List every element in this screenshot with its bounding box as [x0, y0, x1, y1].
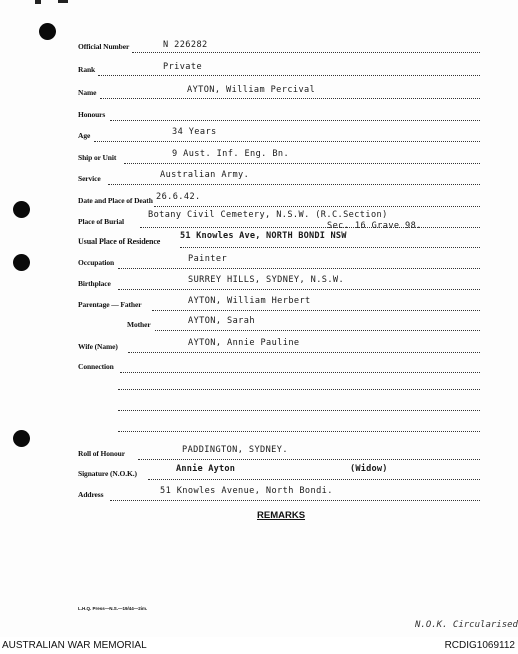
field-label-official-number: Official Number — [78, 42, 130, 51]
dotted-line — [118, 289, 480, 290]
dotted-line — [100, 98, 480, 99]
field-label-ship-or-unit: Ship or Unit — [78, 153, 117, 162]
field-value-father: AYTON, William Herbert — [188, 296, 311, 306]
field-value-ship-or-unit: 9 Aust. Inf. Eng. Bn. — [172, 149, 290, 159]
field-label-residence: Usual Place of Residence — [78, 237, 161, 246]
dotted-line — [110, 500, 480, 501]
dotted-line — [118, 431, 480, 432]
dotted-line — [154, 206, 480, 207]
field-value-rank: Private — [163, 62, 203, 72]
dotted-line — [98, 75, 480, 76]
field-label-wife: Wife (Name) — [78, 342, 118, 351]
field-label-father: Parentage — Father — [78, 300, 142, 309]
binder-hole — [13, 430, 30, 447]
dotted-line — [94, 141, 480, 142]
binder-hole — [39, 23, 56, 40]
field-value-occupation: Painter — [188, 254, 228, 264]
remarks-heading: REMARKS — [257, 510, 306, 521]
dotted-line — [108, 184, 480, 185]
dotted-line — [152, 310, 480, 311]
field-label-date-place-death: Date and Place of Death — [78, 196, 153, 205]
dotted-line — [128, 352, 480, 353]
field-value-place-of-burial: Botany Civil Cemetery, N.S.W. (R.C.Section) — [148, 210, 388, 220]
binder-hole — [13, 254, 30, 271]
field-value-mother: AYTON, Sarah — [188, 316, 255, 326]
dotted-line — [120, 372, 480, 373]
field-value-age: 34 Years — [172, 127, 217, 137]
field-value-relationship: (Widow) — [350, 464, 388, 474]
field-value-residence: 51 Knowles Ave, NORTH BONDI NSW — [180, 231, 347, 241]
field-label-signature: Signature (N.O.K.) — [78, 469, 137, 478]
field-label-service: Service — [78, 174, 101, 183]
scan-mark — [35, 0, 41, 4]
dotted-line — [140, 227, 480, 228]
footer-record-id: RCDIG1069112 — [444, 640, 515, 651]
field-value-date-place-death: 26.6.42. — [156, 192, 201, 202]
dotted-line — [118, 410, 480, 411]
field-value-burial-section: Sec. 16 Grave 98. — [327, 221, 422, 231]
scan-mark — [58, 0, 68, 3]
circularised-stamp: N.O.K. Circularised — [415, 620, 518, 630]
form-number: L.H.Q. Press—N.S.—19/44—2im. — [78, 606, 148, 611]
archive-footer — [0, 637, 518, 654]
field-value-address: 51 Knowles Avenue, North Bondi. — [160, 486, 333, 496]
field-value-signature: Annie Ayton — [176, 464, 236, 474]
dotted-line — [148, 479, 480, 480]
field-value-wife: AYTON, Annie Pauline — [188, 338, 300, 348]
field-value-name: AYTON, William Percival — [187, 85, 316, 95]
field-label-connection: Connection — [78, 362, 114, 371]
field-label-place-of-burial: Place of Burial — [78, 217, 124, 226]
field-label-occupation: Occupation — [78, 258, 115, 267]
field-value-service: Australian Army. — [160, 170, 250, 180]
field-label-honours: Honours — [78, 110, 106, 119]
dotted-line — [110, 120, 480, 121]
dotted-line — [180, 247, 480, 248]
field-value-official-number: N 226282 — [163, 40, 208, 50]
field-value-birthplace: SURREY HILLS, SYDNEY, N.S.W. — [188, 275, 345, 285]
field-label-address: Address — [78, 490, 104, 499]
field-value-roll-of-honour: PADDINGTON, SYDNEY. — [182, 445, 288, 455]
field-label-birthplace: Birthplace — [78, 279, 111, 288]
field-label-name: Name — [78, 88, 97, 97]
dotted-line — [155, 330, 480, 331]
dotted-line — [118, 268, 480, 269]
binder-hole — [13, 201, 30, 218]
field-label-mother: Mother — [127, 320, 151, 329]
field-label-rank: Rank — [78, 65, 96, 74]
dotted-line — [132, 52, 480, 53]
dotted-line — [118, 389, 480, 390]
footer-institution: AUSTRALIAN WAR MEMORIAL — [2, 640, 147, 651]
dotted-line — [124, 163, 480, 164]
field-label-age: Age — [78, 131, 91, 140]
field-label-roll-of-honour: Roll of Honour — [78, 449, 125, 458]
dotted-line — [138, 459, 480, 460]
